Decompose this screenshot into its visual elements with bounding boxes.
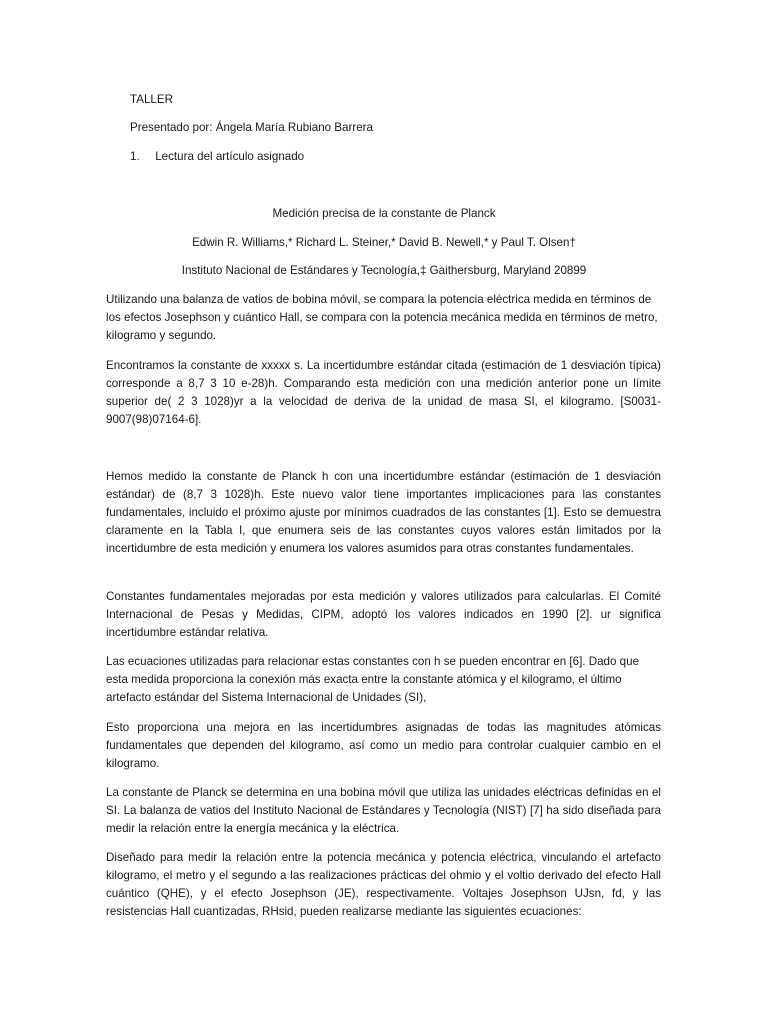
article-authors: Edwin R. Williams,* Richard L. Steiner,* David B. Newell,* y Paul T. Olsen† [192,236,576,249]
list-item-number: 1. [130,150,140,163]
article-institution: Instituto Nacional de Estándares y Tecnología,‡ Gaithersburg, Maryland 20899 [181,264,587,277]
paragraph-body-5: La constante de Planck se determina en una bobina móvil que utiliza las unidades eléctricas definidas en el SI. La balanza de vatios del Instituto Nacional de Estándares y Tecnología (NIST) [7] ha sido diseñada para medir la relación entre la energía mecánica y la eléctrica. [106,786,661,835]
paragraph-body-2: Constantes fundamentales mejoradas por esta medición y valores utilizados para calcularlas. El Comité Internacional de Pesas y Medidas, CIPM, adoptó los valores indicados en 1990 [2]. ur significa incertidumbre estándar relativa. [106,590,661,639]
numbered-list-item [130,148,304,166]
paragraph-abstract-2: Encontramos la constante de xxxxx s. La incertidumbre estándar citada (estimación de 1 desviación típica) corresponde a 8,7 3 10 e-28)h. Comparando esta medición con una medición anterior pone un límite superior de( 2 3 1028)yr a la velocidad de deriva de la unidad de masa SI, el kilogramo. [S0031-9007(98)07164-6]. [106,359,661,426]
document-heading: TALLER [130,93,173,106]
list-item-label: Lectura del artículo asignado [155,150,305,163]
paragraph-body-1: Hemos medido la constante de Planck h con una incertidumbre estándar (estimación de 1 desviación estándar) de (8,7 3 1028)h. Este nuevo valor tiene importantes implicaciones para las constantes fundamentales, incluido el próximo ajuste por mínimos cuadrados de las constantes [1]. Esto se demuestra claramente en la Tabla I, que enumera seis de las constantes cuyos valores están limitados por la incertidumbre de esta medición y enumera los valores asumidos para otras constantes fundamentales. [106,470,661,555]
paragraph-abstract-1: Utilizando una balanza de vatios de bobina móvil, se compara la potencia eléctrica medida en términos de los efectos Josephson y cuántico Hall, se compara con la potencia mecánica medida en términos de metro, kilogramo y segundo. [106,293,658,342]
paragraph-body-6: Diseñado para medir la relación entre la potencia mecánica y potencia eléctrica, vinculando el artefacto kilogramo, el metro y el segundo a las realizaciones prácticas del ohmio y el voltio derivado del efecto Hall cuántico (QHE), y el efecto Josephson (JE), respectivamente. Voltajes Josephson UJsn, fd, y las resistencias Hall cuantizadas, RHsid, pueden realizarse mediante las siguientes ecuaciones: [106,851,661,918]
presenter-line: Presentado por: Ángela María Rubiano Barrera [130,121,373,134]
article-title: Medición precisa de la constante de Planck [272,207,496,220]
paragraph-body-4: Esto proporciona una mejora en las incertidumbres asignadas de todas las magnitudes atómicas fundamentales que dependen del kilogramo, así como un medio para controlar cualquier cambio en el kilogramo. [106,721,661,770]
paragraph-body-3: Las ecuaciones utilizadas para relacionar estas constantes con h se pueden encontrar en [6]. Dado que esta medida proporciona la conexión más exacta entre la constante atómica y el kilogramo, el último artefacto estándar del Sistema Internacional de Unidades (SI), [106,655,640,704]
